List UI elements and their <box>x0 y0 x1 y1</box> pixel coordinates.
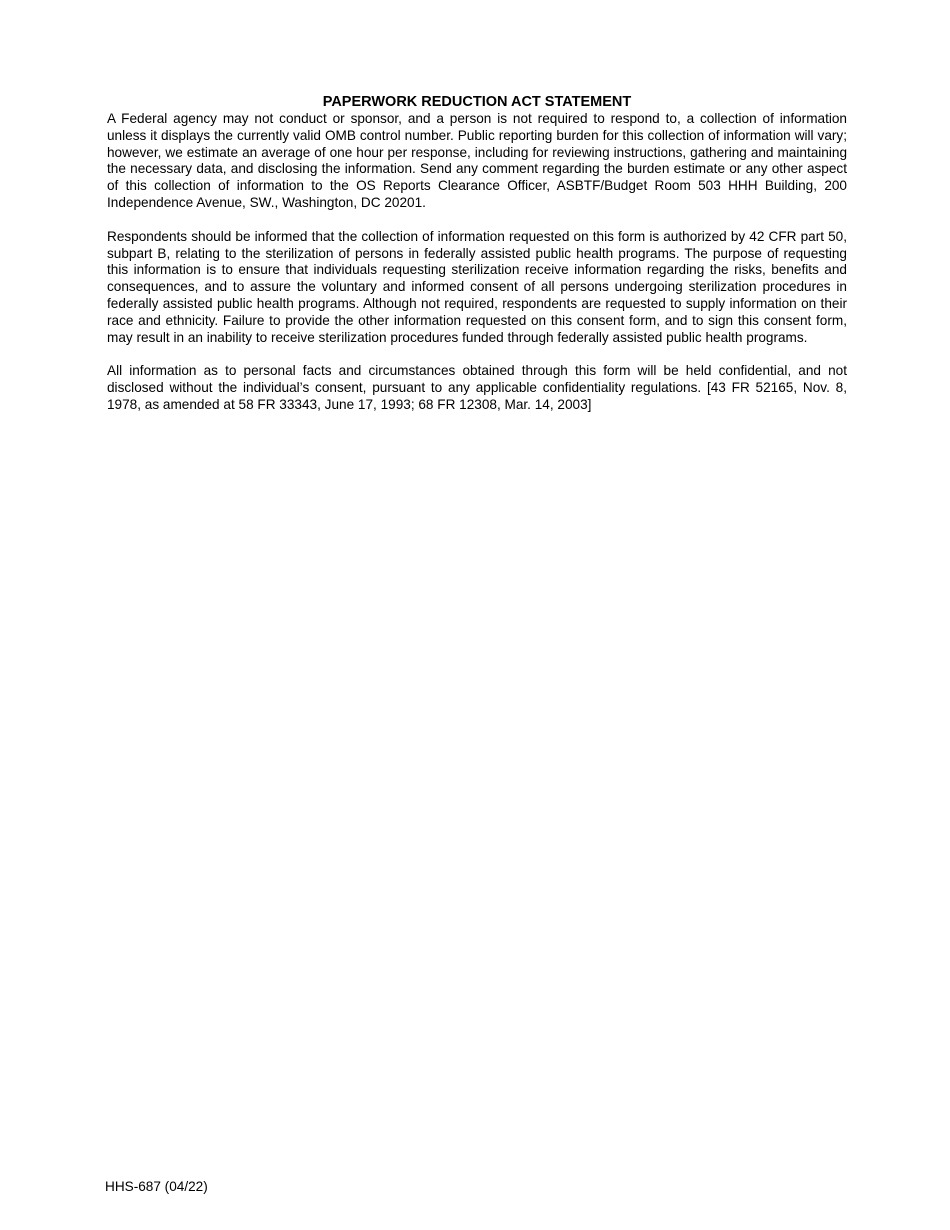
paragraph-burden-statement: A Federal agency may not conduct or sponsor, and a person is not required to respond to, a collection of information unless it displays the currently valid OMB control number. Public reporting burden for this collection of information will vary; however, we estimate an average of one hour per response, including for reviewing instructions, gathering and maintaining the necessary data, and disclosing the information. Send any comment regarding the burden estimate or any other aspect of this collection of information to the OS Reports Clearance Officer, ASBTF/Budget Room 503 HHH Building, 200 Independence Avenue, SW., Washington, DC 20201. <box>107 111 847 210</box>
document-body <box>107 111 847 431</box>
paragraph-authority-purpose: Respondents should be informed that the collection of information requested on this form is authorized by 42 CFR part 50, subpart B, relating to the sterilization of persons in federally assisted public health programs. The purpose of requesting this information is to ensure that individuals requesting sterilization receive information regarding the risks, benefits and consequences, and to assure the voluntary and informed consent of all persons undergoing sterilization procedures in federally assisted public health programs. Although not required, respondents are requested to supply information on their race and ethnicity. Failure to provide the other information requested on this consent form, and to sign this consent form, may result in an inability to receive sterilization procedures funded through federally assisted public health programs. <box>107 228 847 345</box>
paragraph-confidentiality: All information as to personal facts and circumstances obtained through this form will be held confidential, and not disclosed without the individual’s consent, pursuant to any applicable confidentiality regulations. [43 FR 52165, Nov. 8, 1978, as amended at 58 FR 33343, June 17, 1993; 68 FR 12308, Mar. 14, 2003] <box>107 363 847 412</box>
page-title: PAPERWORK REDUCTION ACT STATEMENT <box>322 94 632 110</box>
form-number-footer: HHS-687 (04/22) <box>105 1179 208 1194</box>
